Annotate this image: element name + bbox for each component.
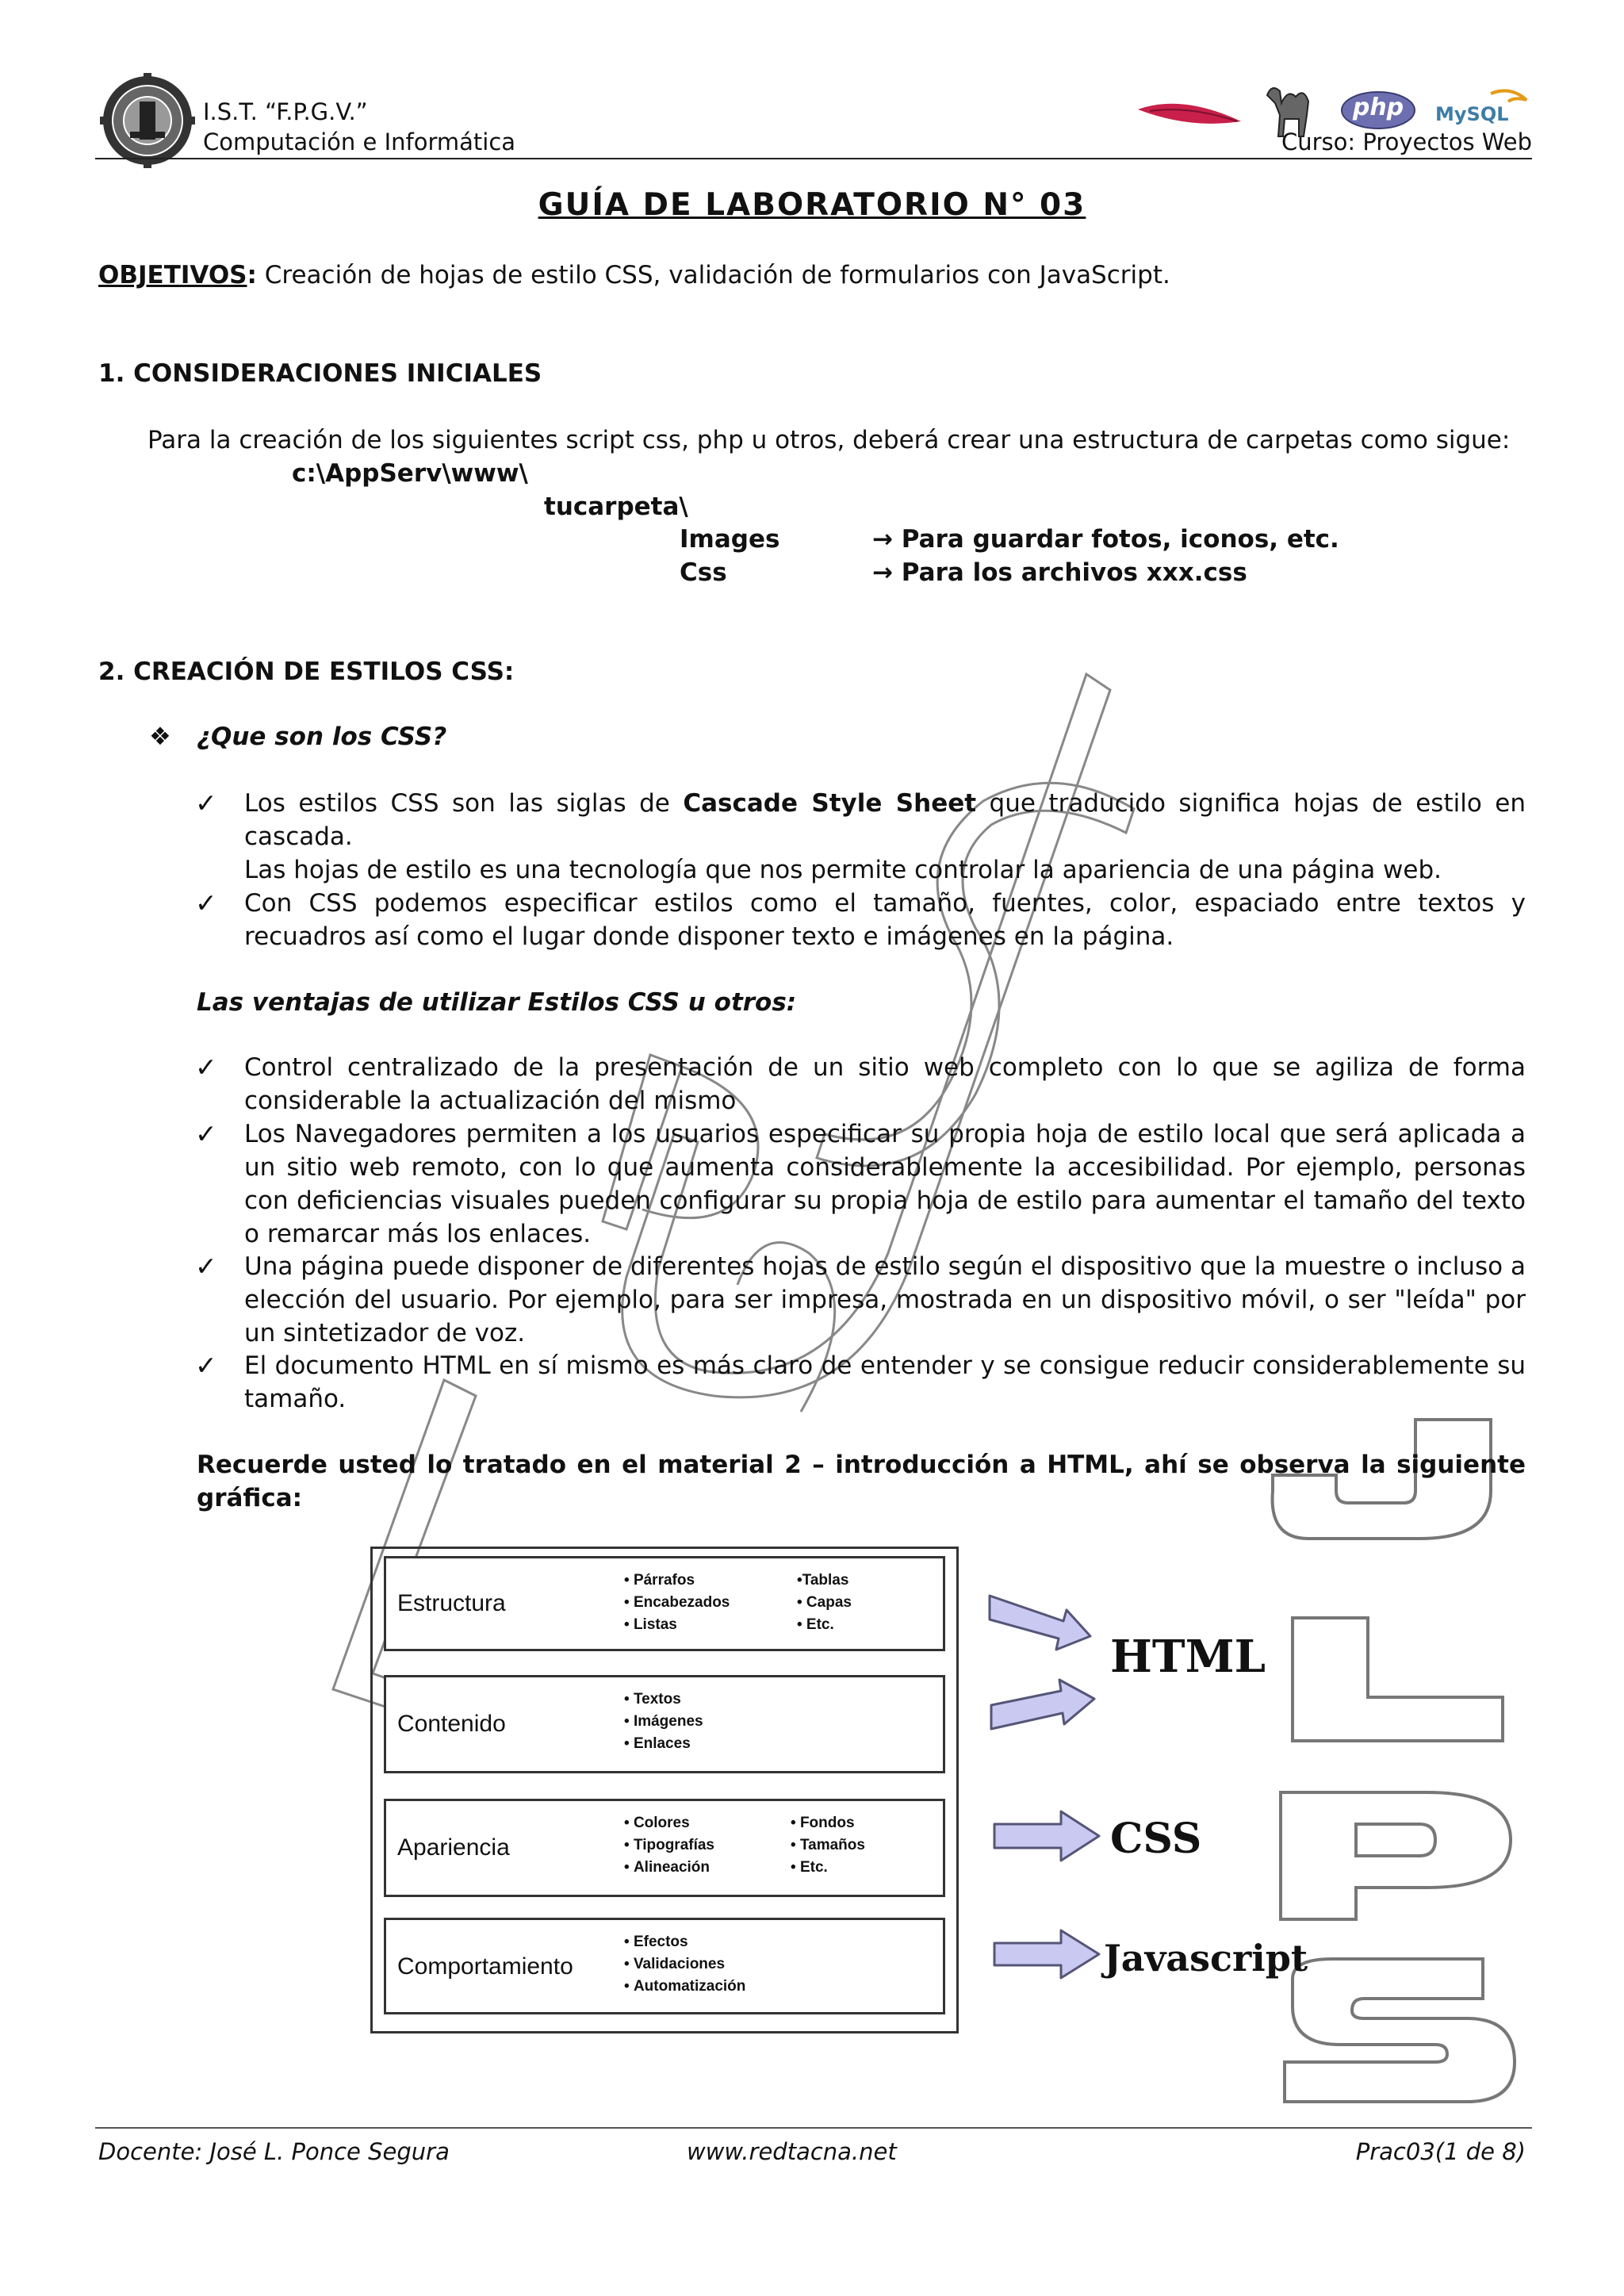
path-root: c:\AppServ\www\ [292,459,528,488]
objectives-line [98,259,1170,292]
diagram-box-apariencia [384,1799,945,1897]
question-heading: ¿Que son los CSS? [197,723,447,751]
section2-heading: 2. CREACIÓN DE ESTILOS CSS: [98,657,515,686]
folder-images-name: Images [680,525,780,554]
diagram-box-label: Apariencia [397,1834,510,1861]
list-item: • Validaciones [624,1953,745,1976]
diagram-box-list [624,1812,714,1879]
list-item: • Párrafos [624,1570,730,1592]
school-seal-icon [100,73,195,168]
section1-intro: Para la creación de los siguientes script css, php u otros, deberá crear una estructura de carpetas como sigue: [147,426,1511,454]
arrow-apariencia-to-css-icon [994,1811,1099,1861]
check-mark: ✓ [195,788,217,818]
department-name: Computación e Informática [203,128,516,155]
html-label: HTML [1110,1631,1266,1683]
list-item: • Textos [624,1688,703,1711]
path-folder: tucarpeta\ [544,493,688,521]
objectives-text: Creación de hojas de estilo CSS, validación de formularios con JavaScript. [256,261,1170,289]
css-def-text-a: Los estilos CSS son las siglas de [244,789,684,818]
diagram-box-comportamiento [384,1918,945,2014]
advantages-heading: Las ventajas de utilizar Estilos CSS u otros: [197,988,797,1017]
diagram-arrows [983,1586,1118,1983]
footer-website: www.redtacna.net [687,2138,897,2165]
css-label: CSS [1110,1815,1202,1863]
css-definition [244,787,1526,853]
list-item: • Automatización [624,1976,745,1998]
diagram-box-list [791,1812,865,1879]
course-name: Curso: Proyectos Web [1281,128,1532,155]
list-item: • Enlaces [624,1733,703,1755]
advantage-item: Los Navegadores permiten a los usuarios especificar su propia hoja de estilo local que será aplicada a un sitio web remoto, con lo que aumenta considerablemente la accesibilidad. Por ejemplo, personas con deficiencias visuales pueden configurar su propia hoja de estilo para aumentar el tamaño del texto o remarcar más los enlaces. [244,1120,1526,1248]
php-logo-text: php [1352,94,1404,121]
arrow-contenido-to-html-icon [991,1680,1094,1729]
list-item: • Imágenes [624,1711,703,1733]
check-mark: ✓ [195,887,217,918]
footer-page-number: Prac03(1 de 8) [1355,2138,1526,2165]
footer-teacher: Docente: José L. Ponce Segura [98,2138,450,2165]
advantage-item: Una página puede disponer de diferentes hojas de estilo según el dispositivo que la muestre o incluso a elección del usuario. Por ejemplo, para ser impresa, mostrada en un dispositivo móvil, o ser "leída" por un sintetizador de voz. [244,1252,1526,1347]
objectives-label: OBJETIVOS [98,261,247,289]
folder-css-desc: → Para los archivos xxx.css [872,558,1247,587]
css-definition-3: Con CSS podemos especificar estilos como el tamaño, fuentes, color, espaciado entre textos y recuadros así como el lugar donde disponer texto e imágenes en la página. [244,889,1526,951]
list-item: • Capas [797,1594,852,1611]
list-item: •Tablas [797,1572,849,1589]
list-item: • Alineación [624,1857,714,1879]
objectives-colon: : [247,261,257,289]
check-mark: ✓ [195,1251,217,1282]
diagram-box-label: Estructura [397,1590,506,1616]
folder-css-name: Css [680,558,727,587]
question-bullet: ❖ [149,723,171,751]
institute-name: I.S.T. “F.P.G.V.” [203,98,368,125]
list-item: • Etc. [791,1857,865,1879]
diagram-box-list [624,1931,745,1998]
header-divider [95,158,1532,159]
arrow-estructura-to-html-icon [990,1596,1090,1650]
php-logo-icon [1340,90,1416,130]
list-item: • Etc. [797,1616,834,1633]
recall-paragraph: Recuerde usted lo tratado en el material 2 – introducción a HTML, ahí se observa la siguiente gráfica: [197,1451,1526,1512]
diagram-box-label: Contenido [397,1711,506,1737]
advantage-item: Control centralizado de la presentación de un sitio web completo con lo que se agiliza de forma considerable la actualización del mismo [244,1053,1526,1115]
folder-images-desc: → Para guardar fotos, iconos, etc. [872,525,1339,554]
check-mark: ✓ [195,1118,217,1149]
check-mark: ✓ [195,1350,217,1381]
list-item: • Fondos [791,1812,865,1834]
document-title: GUÍA DE LABORATORIO N° 03 [538,187,1086,223]
javascript-label: Javascript [1104,1937,1308,1980]
diagram-box-list [797,1570,852,1636]
list-item: • Efectos [624,1931,745,1953]
diagram-box-label: Comportamiento [397,1953,573,1980]
css-def-acronym: Cascade Style Sheet [683,789,977,818]
footer-divider [95,2127,1532,2129]
diagram-box-list [624,1570,730,1636]
css-definition-2: Las hojas de estilo es una tecnología que nos permite controlar la apariencia de una página web. [244,856,1442,884]
diagram-box-estructura [384,1556,945,1651]
css-def-text-c: que traducido significa hojas de estilo en cascada. [244,789,1526,851]
mysql-logo-text: MySQL [1435,103,1509,125]
list-item: • Encabezados [624,1592,730,1614]
section1-heading: 1. CONSIDERACIONES INICIALES [98,359,542,388]
advantage-item: El documento HTML en sí mismo es más claro de entender y se consigue reducir considerablemente su tamaño. [244,1351,1526,1413]
diagram-box-list [624,1688,703,1755]
mysql-logo-icon [1435,86,1530,133]
arrow-comportamiento-to-js-icon [994,1930,1099,1978]
list-item: • Listas [624,1614,730,1636]
list-item: • Colores [624,1812,714,1834]
check-mark: ✓ [195,1052,217,1083]
diagram-box-contenido [384,1675,945,1773]
list-item: • Tamaños [791,1834,865,1857]
list-item: • Tipografías [624,1834,714,1857]
